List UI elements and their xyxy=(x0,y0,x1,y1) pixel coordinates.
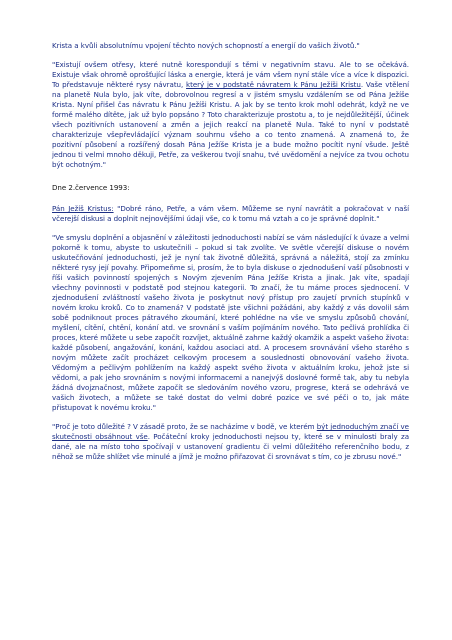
underlined-phrase: který je v podstatě návratem k Pánu Ježíši Kristu xyxy=(186,80,361,89)
document-page xyxy=(52,41,409,471)
paragraph-why-important xyxy=(52,422,409,462)
paragraph-return-to-christ xyxy=(52,60,409,170)
paragraph-greeting xyxy=(52,204,409,224)
paragraph-text: . Počáteční kroky jednoduchosti nejsou ty, které se v minulosti braly za dané, ale na místo toho spočívají v ustanovení gradientu či velmi důležitého referenčního bodu, z něhož se může shlížet vše minulé a jímž je možno přiřazovat či srovnávat s tím, co je zbrusu nové." xyxy=(52,432,409,461)
speaker-label: Pán Ježíš Kristus: xyxy=(52,204,114,213)
paragraph-text: "Existují ovšem otřesy, které nutně korespondují s těmi v negativním stavu. Ale to se očekává. Existuje však ohromě oprošťující láska a energie, která je vám všem nyní stále více a více k dispozici. To představuje některé rysy návratu, xyxy=(52,60,409,89)
underlined-phrase: být jednoduchým značí ve skutečnosti obsáhnout vše xyxy=(52,422,409,441)
paragraph-text: "Proč je toto důležité ? V zásadě proto, že se nacházíme v bodě, ve kterém xyxy=(52,422,317,431)
paragraph-simplicity: "Ve smyslu doplnění a objasnění v záležitosti jednoduchosti nabízí se vám následující k úvaze a velmi pokorně k tomu, abyste to uskutečnili – pokud si tak zvolíte. Ve světle včerejší diskuse o novém uskutečňování jednoduchosti, jež je nyní tak životně důležitá, správná a náležitá, stojí za zmínku některé rysy její povahy. Připomeňme si, prosím, že to byla diskuse o zjednodušení vaší působnosti v říši vašich povinností spojených s Novým zjevením Pána Ježíše Krista a jinak. Jak víte, spadají všechny povinnosti v podstatě pod stejnou kategorii. To značí, že tu máme proces sjednocení. V zjednodušení zvláštností vašeho života je poskytnut nový přístup pro zaujetí prvních stupínků v novém kroku kroků. Co to znamená? V podstatě jste všichni požádáni, aby každý z vás dovolil sám sobě podniknout proces pátravého zkoumání, které pohlédne na vše ve smyslu způsobů chování, myšlení, cítění, chtění, konání atd. ve srovnání s vaším pojímáním nového. Tato pečlivá prohlídka či proces, které můžete u sebe započít rozvíjet, aktuálně zahrne každý okamžik a aspekt vašeho života: každé působení, angažování, konání, každou asociaci atd. A procesem srovnávání všeho starého s novým můžete začít procházet celkovým procesem a souslednosti obnovování vašeho života. Vědomým a pečlivým pohlížením na každý aspekt svého života v aktuálním kroku, jehož jste si vědomi, a pak jeho srovnáním s novými informacemi a nanejvýš doslovné formě tak, aby tu nebyla žádná dvojznačnost, můžete započít se sledováním nového vzoru, progrese, která se odehrává ve vašich životech, a můžete se také dostat do velmi dobré pozice ve své péči o to, jak máte přistupovat k novému kroku." xyxy=(52,233,409,412)
paragraph-text: . Vaše vtělení na planetě Nula bylo, jak víte, dobrovolnou regresí a v jistém smyslu vzdálením se od Pána Ježíše Krista. Nyní přišel čas návratu k Pánu Ježíši Kristu. A jak by se tento krok mohl odehrát, když ne ve formě malého dítěte, jak už bylo popsáno ? Toto charakterizuje prostotu a, to je nejdůležitější, účinek všech pozitivních ustanovení a změn a jejich reakcí na planetě Nula. Také to nyní v podstatě charakterizuje všepřevládající význam souhrnu všeho a co tento znamená. A znamená to, že pozitivní působení a rozšířený dosah Pána Ježíše Krista je a bude možno pocítit nyní všude. Ještě jednou ti velmi mnoho děkuji, Petře, za veškerou tvojí snahu, tvé uvědomění a nejvíce za tvou ochotu být ochotným." xyxy=(52,80,409,169)
date-heading: Dne 2.července 1993: xyxy=(52,183,130,192)
paragraph-intro-closing: Krista a kvůli absolutnímu vpojení těchto nových schopností a energií do vašich životů." xyxy=(52,41,360,50)
paragraph-text: "Dobré ráno, Petře, a vám všem. Můžeme se nyní navrátit a pokračovat v naší včerejší diskusi a doplnit nejnovějšími údaji vše, co k tomu má vztah a co je správné doplnit." xyxy=(52,204,410,223)
